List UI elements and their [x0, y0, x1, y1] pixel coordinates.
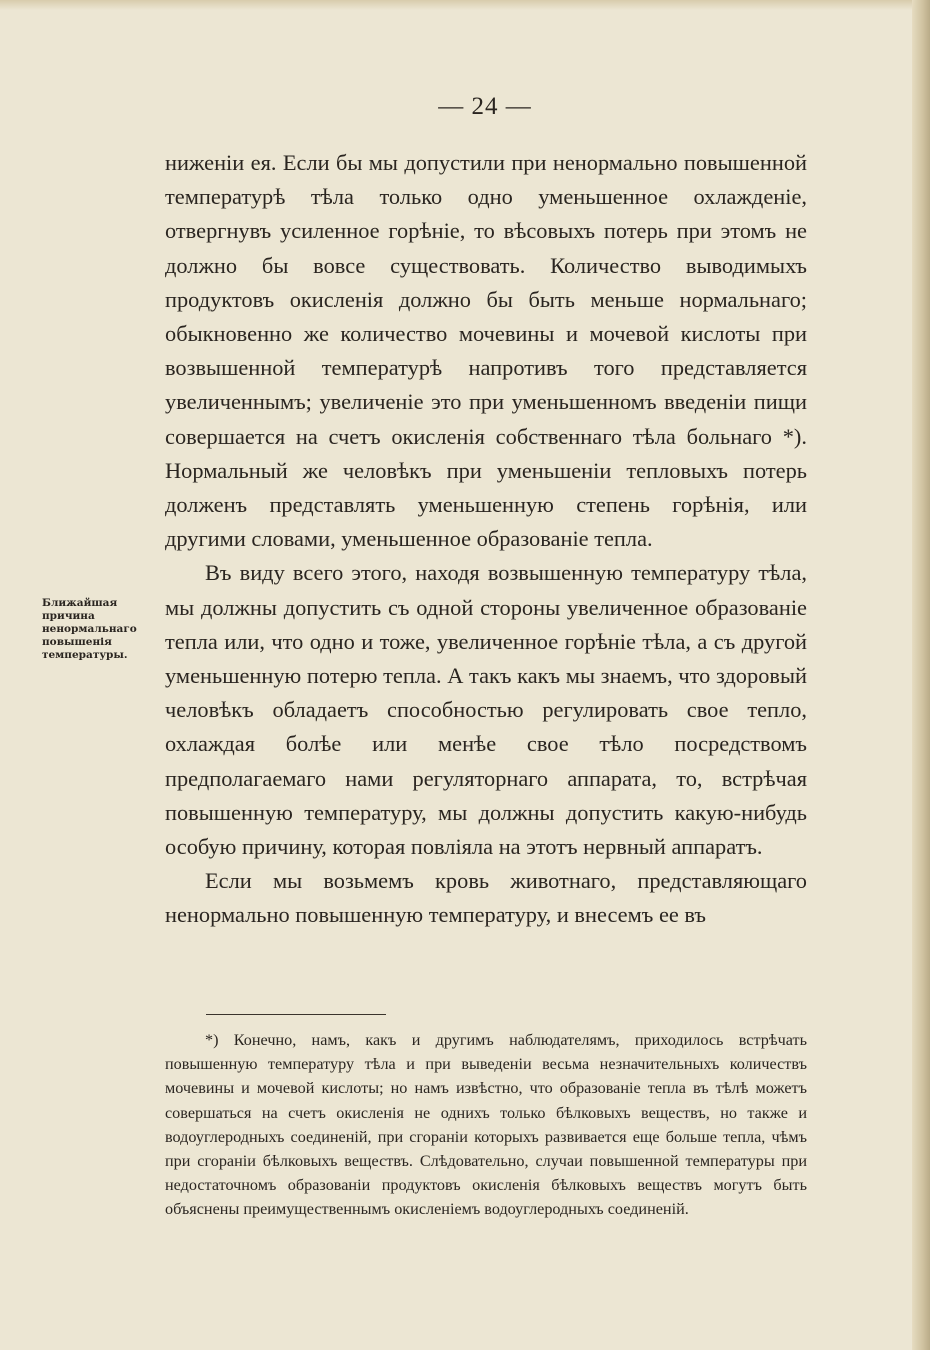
page-right-edge — [912, 0, 930, 1350]
footnote — [165, 1028, 807, 1222]
paragraph-1: ниженіи ея. Если бы мы допустили при ненормально повышенной температурѣ тѣла только одно уменьшенное охлажденіе, отвергнувъ усиленное горѣніе, то вѣсовыхъ потерь при этомъ не должно бы вовсе существовать. Количество выводимыхъ продуктовъ окисленія должно бы быть меньше нормальнаго; обыкновенно же количество мочевины и мочевой кислоты при возвышенной температурѣ напротивъ того представляется увеличеннымъ; увеличеніе это при уменьшенномъ введеніи пищи совершается на счетъ окисленія собственнаго тѣла больнаго *). Нормальный же человѣкъ при уменьшеніи тепловыхъ потерь долженъ представлять уменьшенную степень горѣнія, или другими словами, уменьшенное образованіе тепла. — [165, 150, 807, 552]
footnote-text: *) Конечно, намъ, какъ и другимъ наблюдателямъ, приходилось встрѣчать повышенную температуру тѣла и при выведеніи весьма незначительныхъ количествъ мочевины и мочевой кислоты; но намъ извѣстно, что образованіе тепла въ тѣлѣ можетъ совершаться на счетъ окисленія не однихъ только бѣлковыхъ веществъ, но также и водоуглеродныхъ соединеній, при сгораніи которыхъ развивается еще больше тепла, чѣмъ при сгораніи бѣлковыхъ веществъ. Слѣдовательно, случаи повышенной температуры при недостаточномъ образованіи продуктовъ окисленія бѣлковыхъ веществъ могутъ быть объяснены преимущественнымъ окисленіемъ водоуглеродныхъ соединеній. — [165, 1031, 807, 1219]
page-number: — 24 — — [438, 93, 532, 120]
margin-note: Ближайшая причина ненормальнаго повышенія температуры. — [42, 597, 137, 661]
paragraph-3: Если мы возьмемъ кровь животнаго, представляющаго ненормально повышенную температуру, и внесемъ ее въ — [165, 868, 807, 928]
footnote-divider — [206, 1014, 386, 1015]
paragraph-2: Въ виду всего этого, находя возвышенную температуру тѣла, мы должны допустить съ одной стороны увеличенное образованіе тепла или, что одно и тоже, увеличенное горѣніе тѣла, а съ другой уменьшенную потерю тепла. А такъ какъ мы знаемъ, что здоровый человѣкъ обладаетъ способностью регулировать свое тепло, охлаждая болѣе или менѣе свое тѣло посредствомъ предполагаемаго нами регуляторнаго аппарата, то, встрѣчая повышенную температуру, мы должны допустить какую-нибудь особую причину, которая повліяла на этотъ нервный аппаратъ. — [165, 560, 807, 860]
body-text — [165, 146, 807, 933]
page-top-edge — [0, 0, 930, 10]
